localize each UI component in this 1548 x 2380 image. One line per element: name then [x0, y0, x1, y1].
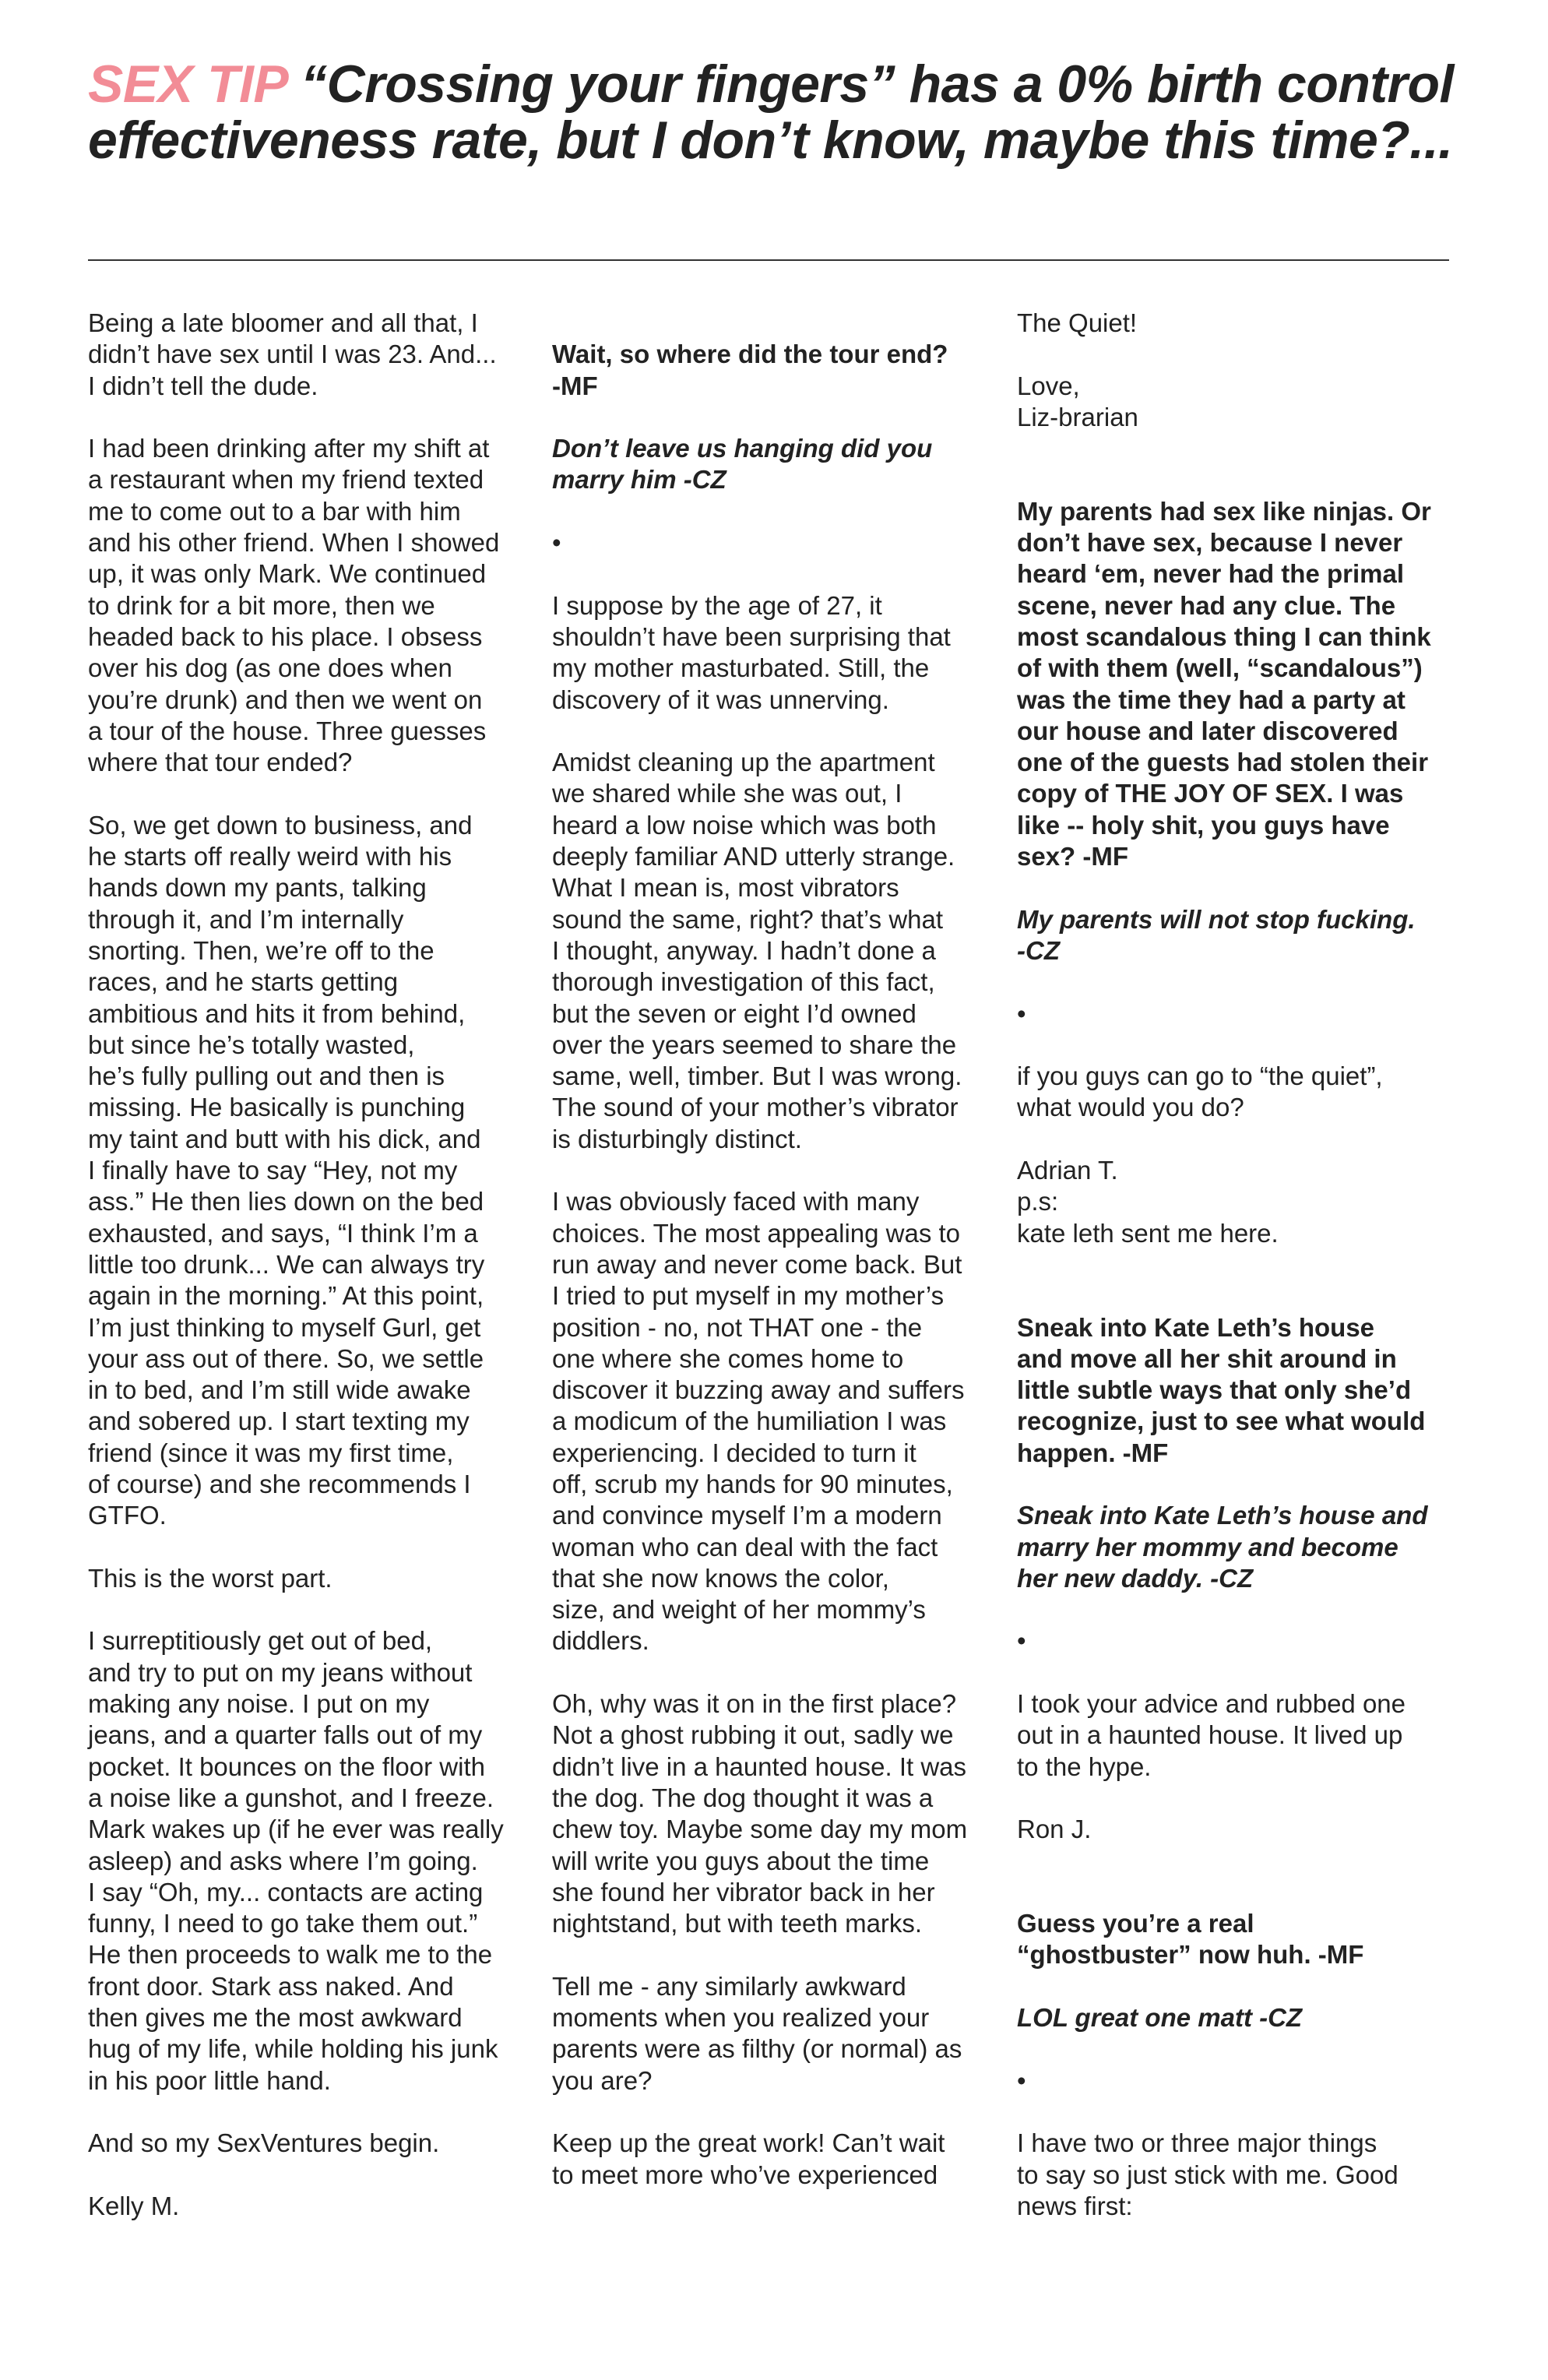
letter-signature	[1017, 1814, 1476, 1845]
response-cz	[552, 433, 1011, 496]
text-line: What I mean is, most vibrators	[552, 873, 899, 903]
text-line: I say “Oh, my... contacts are acting	[88, 1877, 484, 1906]
text-line: And so my SexVentures begin.	[88, 2128, 440, 2158]
text-line: same, well, timber. But I was wrong.	[552, 1061, 962, 1091]
text-line: discover it buzzing away and suffers	[552, 1375, 965, 1405]
column-1	[88, 308, 547, 2222]
text-line: out in a haunted house. It lived up	[1017, 1720, 1403, 1750]
text-line: So, we get down to business, and	[88, 810, 473, 840]
text-line: I was obviously faced with many	[552, 1187, 920, 1216]
text-line: I surreptitiously get out of bed,	[88, 1626, 433, 1656]
text-line: moments when you realized your	[552, 2003, 930, 2033]
text-line: I finally have to say “Hey, not my	[88, 1156, 458, 1185]
headline-line-1	[88, 56, 1474, 112]
text-line: ass.” He then lies down on the bed	[88, 1187, 484, 1216]
text-line: I’m just thinking to myself Gurl, get	[88, 1312, 481, 1342]
text-line: Being a late bloomer and all that, I	[88, 308, 478, 337]
text-line: through it, and I’m internally	[88, 904, 404, 934]
bullet-separator: •	[1017, 1626, 1026, 1656]
text-line: Keep up the great work! Can’t wait	[552, 2128, 945, 2158]
text-line: experiencing. I decided to turn it	[552, 1438, 916, 1467]
text-line: and try to put on my jeans without	[88, 1657, 473, 1687]
text-line: over his dog (as one does when	[88, 653, 452, 683]
text-line: marry her mommy and become	[1017, 1532, 1398, 1561]
text-line: pocket. It bounces on the floor with	[88, 1752, 485, 1781]
text-line: a restaurant when my friend texted	[88, 465, 484, 495]
text-line: I suppose by the age of 27, it	[552, 590, 882, 620]
text-line: hug of my life, while holding his junk	[88, 2034, 498, 2064]
text-line: missing. He basically is punching	[88, 1093, 466, 1122]
spacer	[1017, 433, 1476, 496]
text-line: will write you guys about the time	[552, 1846, 930, 1875]
text-line: Not a ghost rubbing it out, sadly we	[552, 1720, 954, 1750]
letter-paragraph	[552, 1186, 1011, 1656]
text-line: and sobered up. I start texting my	[88, 1407, 470, 1436]
headline-line-2: effectiveness rate, but I don’t know, maybe this time?...	[88, 111, 1453, 170]
text-line: I have two or three major things	[1017, 2128, 1377, 2158]
text-line: little subtle ways that only she’d	[1017, 1375, 1412, 1405]
text-line: Tell me - any similarly awkward	[552, 1971, 906, 2001]
text-line: marry him -CZ	[552, 465, 727, 495]
letter-paragraph	[552, 1971, 1011, 2097]
text-line: snorting. Then, we’re off to the	[88, 935, 434, 965]
text-line: Oh, why was it on in the first place?	[552, 1689, 957, 1719]
text-line: in to bed, and I’m still wide awake	[88, 1375, 471, 1405]
text-line: and move all her shit around in	[1017, 1343, 1397, 1373]
text-line: my mother masturbated. Still, the	[552, 653, 930, 683]
text-line: she found her vibrator back in her	[552, 1877, 935, 1906]
text-line: and convince myself I’m a modern	[552, 1501, 942, 1530]
text-line: my taint and butt with his dick, and	[88, 1124, 481, 1153]
text-line: to the hype.	[1017, 1752, 1152, 1781]
text-line: you’re drunk) and then we went on	[88, 685, 483, 714]
text-line: is disturbingly distinct.	[552, 1124, 802, 1153]
text-line: making any noise. I put on my	[88, 1689, 430, 1719]
text-line: He then proceeds to walk me to the	[88, 1940, 493, 1970]
text-line: we shared while she was out, I	[552, 779, 902, 808]
text-line: headed back to his place. I obsess	[88, 621, 483, 651]
text-line: hands down my pants, talking	[88, 873, 427, 903]
text-line: didn’t have sex until I was 23. And...	[88, 340, 497, 369]
text-line: Don’t leave us hanging did you	[552, 434, 933, 463]
letter-paragraph	[1017, 308, 1476, 339]
text-line: news first:	[1017, 2191, 1133, 2220]
text-line: where that tour ended?	[88, 748, 353, 777]
text-line: of with them (well, “scandalous”)	[1017, 653, 1423, 683]
letter-signature	[88, 2191, 547, 2222]
text-line: sound the same, right? that’s what	[552, 904, 944, 934]
bullet-separator: •	[1017, 2065, 1026, 2095]
text-line: This is the worst part.	[88, 1563, 332, 1593]
text-line: chew toy. Maybe some day my mom	[552, 1815, 968, 1844]
text-line: LOL great one matt -CZ	[1017, 2003, 1303, 2033]
text-line: most scandalous thing I can think	[1017, 621, 1431, 651]
text-line: Ron J.	[1017, 1815, 1092, 1844]
text-line: nightstand, but with teeth marks.	[552, 1909, 923, 1938]
letter-paragraph	[88, 2128, 547, 2159]
letter-paragraph	[552, 590, 1011, 716]
text-line: GTFO.	[88, 1501, 167, 1530]
response-mf	[1017, 1312, 1476, 1469]
letter-signature	[1017, 371, 1476, 434]
text-line: he starts off really weird with his	[88, 842, 452, 871]
text-line: me to come out to a bar with him	[88, 496, 461, 526]
text-line: one where she comes home to	[552, 1343, 904, 1373]
response-mf	[1017, 496, 1476, 873]
text-line: asleep) and asks where I’m going.	[88, 1846, 478, 1875]
text-line: My parents will not stop fucking.	[1017, 904, 1416, 934]
text-line: The Quiet!	[1017, 308, 1138, 337]
text-line: to drink for a bit more, then we	[88, 590, 435, 620]
letter-paragraph	[88, 308, 547, 402]
text-line: sex? -MF	[1017, 842, 1129, 871]
spacer	[1017, 1249, 1476, 1312]
text-line: what would you do?	[1017, 1093, 1244, 1122]
text-line: like -- holy shit, you guys have	[1017, 810, 1390, 840]
header-divider	[88, 259, 1449, 261]
text-line: Wait, so where did the tour end?	[552, 340, 948, 369]
text-line: you are?	[552, 2065, 653, 2095]
text-line: scene, never had any clue. The	[1017, 590, 1396, 620]
text-line: deeply familiar AND utterly strange.	[552, 842, 955, 871]
text-line: again in the morning.” At this point,	[88, 1281, 484, 1311]
text-line: little too drunk... We can always try	[88, 1249, 485, 1279]
text-line: heard a low noise which was both	[552, 810, 937, 840]
spacer	[1017, 1846, 1476, 1909]
response-cz	[1017, 2002, 1476, 2033]
spacer	[552, 308, 1011, 339]
text-line: funny, I need to go take them out.”	[88, 1909, 478, 1938]
text-line: that she now knows the color,	[552, 1563, 889, 1593]
letter-paragraph	[88, 1563, 547, 1594]
text-line: Sneak into Kate Leth’s house and	[1017, 1501, 1428, 1530]
text-line: I tried to put myself in my mother’s	[552, 1281, 945, 1311]
bullet-separator: •	[1017, 998, 1026, 1028]
text-line: a modicum of the humiliation I was	[552, 1407, 947, 1436]
text-line: Mark wakes up (if he ever was really	[88, 1815, 504, 1844]
letter-paragraph	[552, 1688, 1011, 1939]
text-line: parents were as filthy (or normal) as	[552, 2034, 962, 2064]
text-line: ambitious and hits it from behind,	[88, 998, 466, 1028]
text-line: over the years seemed to share the	[552, 1030, 957, 1059]
text-line: recognize, just to see what would	[1017, 1407, 1426, 1436]
text-line: didn’t live in a haunted house. It was	[552, 1752, 967, 1781]
text-line: discovery of it was unnerving.	[552, 685, 889, 714]
text-line: thorough investigation of this fact,	[552, 967, 935, 997]
text-line: diddlers.	[552, 1626, 649, 1656]
text-line: -MF	[552, 371, 598, 400]
response-cz	[1017, 1500, 1476, 1594]
text-line: woman who can deal with the fact	[552, 1532, 938, 1561]
letter-paragraph	[1017, 1061, 1476, 1124]
text-line: Amidst cleaning up the apartment	[552, 748, 935, 777]
letter-paragraph	[88, 433, 547, 778]
text-line: one of the guests had stolen their	[1017, 748, 1429, 777]
headline-text-1: “Crossing your fingers” has a 0% birth control	[301, 55, 1454, 114]
text-line: My parents had sex like ninjas. Or	[1017, 496, 1431, 526]
sex-tip-label: SEX TIP	[88, 55, 287, 114]
text-line: choices. The most appealing was to	[552, 1218, 961, 1248]
text-line: jeans, and a quarter falls out of my	[88, 1720, 483, 1750]
text-line: don’t have sex, because I never	[1017, 528, 1403, 558]
column-2	[552, 308, 1011, 2191]
bullet-separator: •	[552, 528, 561, 558]
text-line: I took your advice and rubbed one	[1017, 1689, 1406, 1719]
letter-paragraph	[1017, 2128, 1476, 2222]
text-line: to say so just stick with me. Good	[1017, 2160, 1398, 2189]
text-line: but the seven or eight I’d owned	[552, 998, 916, 1028]
text-line: races, and he starts getting	[88, 967, 399, 997]
text-line: our house and later discovered	[1017, 716, 1398, 745]
text-line: Adrian T.	[1017, 1156, 1118, 1185]
text-line: run away and never come back. But	[552, 1249, 962, 1279]
text-line: I didn’t tell the dude.	[88, 371, 318, 400]
text-line: I had been drinking after my shift at	[88, 434, 490, 463]
text-line: position - no, not THAT one - the	[552, 1312, 923, 1342]
text-line: friend (since it was my first time,	[88, 1438, 454, 1467]
text-line: to meet more who’ve experienced	[552, 2160, 938, 2189]
text-line: was the time they had a party at	[1017, 685, 1406, 714]
text-line: off, scrub my hands for 90 minutes,	[552, 1469, 953, 1498]
text-line: up, it was only Mark. We continued	[88, 559, 487, 589]
letter-paragraph	[88, 810, 547, 1532]
text-line: a tour of the house. Three guesses	[88, 716, 487, 745]
text-line: Love,	[1017, 371, 1080, 400]
letter-signature	[1017, 1155, 1476, 1249]
text-line: “ghostbuster” now huh. -MF	[1017, 1940, 1364, 1970]
text-line: her new daddy. -CZ	[1017, 1563, 1254, 1593]
text-line: Sneak into Kate Leth’s house	[1017, 1312, 1375, 1342]
letter-paragraph	[552, 2128, 1011, 2191]
text-line: size, and weight of her mommy’s	[552, 1595, 926, 1625]
text-line: Guess you’re a real	[1017, 1909, 1254, 1938]
letter-paragraph	[88, 1625, 547, 2096]
text-line: -CZ	[1017, 935, 1060, 965]
text-line: p.s:	[1017, 1187, 1059, 1216]
letter-paragraph	[552, 747, 1011, 1155]
text-line: the dog. The dog thought it was a	[552, 1783, 934, 1812]
text-line: heard ‘em, never had the primal	[1017, 559, 1404, 589]
text-line: your ass out of there. So, we settle	[88, 1343, 484, 1373]
text-line: shouldn’t have been surprising that	[552, 621, 951, 651]
text-line: I thought, anyway. I hadn’t done a	[552, 935, 936, 965]
text-line: kate leth sent me here.	[1017, 1218, 1279, 1248]
text-line: and his other friend. When I showed	[88, 528, 500, 558]
response-mf	[1017, 1908, 1476, 1971]
text-line: Liz-brarian	[1017, 402, 1138, 431]
text-line: happen. -MF	[1017, 1438, 1169, 1467]
headline	[88, 56, 1474, 168]
text-line: then gives me the most awkward	[88, 2003, 463, 2033]
response-cz	[1017, 904, 1476, 967]
text-line: a noise like a gunshot, and I freeze.	[88, 1783, 494, 1812]
text-line: Kelly M.	[88, 2191, 180, 2220]
text-line: of course) and she recommends I	[88, 1469, 471, 1498]
response-mf	[552, 339, 1011, 402]
text-line: he’s fully pulling out and then is	[88, 1061, 445, 1091]
text-line: but since he’s totally wasted,	[88, 1030, 415, 1059]
text-line: front door. Stark ass naked. And	[88, 1971, 454, 2001]
letter-paragraph	[1017, 1688, 1476, 1783]
text-line: The sound of your mother’s vibrator	[552, 1093, 959, 1122]
column-3	[1017, 308, 1476, 2222]
text-line: copy of THE JOY OF SEX. I was	[1017, 779, 1404, 808]
text-line: in his poor little hand.	[88, 2065, 331, 2095]
text-line: exhausted, and says, “I think I’m a	[88, 1218, 478, 1248]
text-line: if you guys can go to “the quiet”,	[1017, 1061, 1383, 1091]
